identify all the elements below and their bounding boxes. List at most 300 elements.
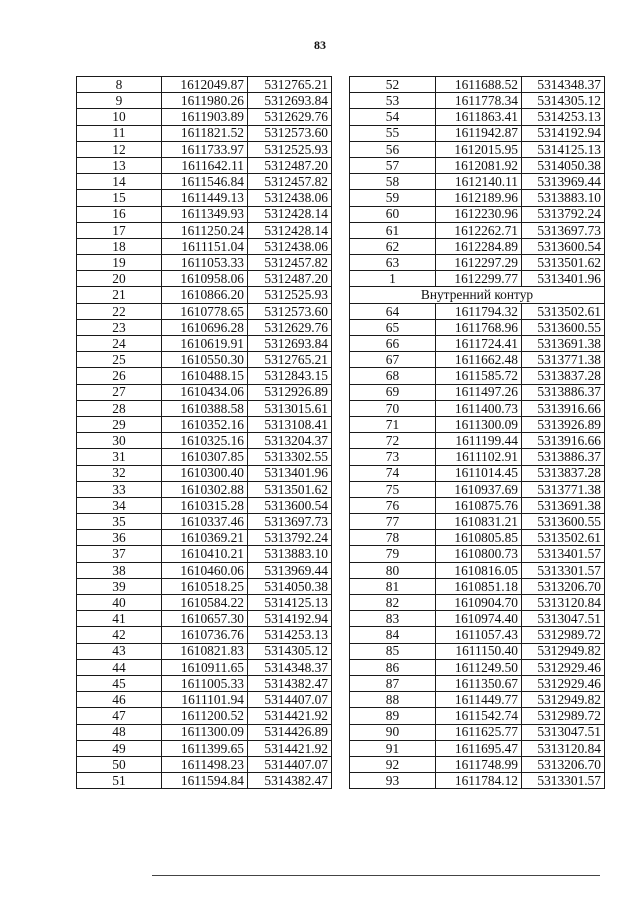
y-coordinate: 5313401.96 (248, 465, 332, 481)
point-number: 75 (350, 481, 436, 497)
table-row (77, 368, 332, 384)
y-coordinate: 5314426.89 (248, 724, 332, 740)
x-coordinate: 1610550.30 (162, 352, 248, 368)
x-coordinate: 1610875.76 (436, 497, 522, 513)
point-number: 68 (350, 368, 436, 384)
table-row (77, 125, 332, 141)
point-number: 16 (77, 206, 162, 222)
section-title-inner-contour: Внутренний контур (350, 287, 605, 303)
x-coordinate: 1611903.89 (162, 109, 248, 125)
y-coordinate: 5312487.20 (248, 271, 332, 287)
point-number: 66 (350, 336, 436, 352)
x-coordinate: 1610816.05 (436, 562, 522, 578)
point-number: 15 (77, 190, 162, 206)
point-number: 65 (350, 319, 436, 335)
table-row (77, 271, 332, 287)
point-number: 47 (77, 708, 162, 724)
point-number: 28 (77, 400, 162, 416)
y-coordinate: 5312629.76 (248, 109, 332, 125)
x-coordinate: 1611200.52 (162, 708, 248, 724)
y-coordinate: 5313792.24 (248, 530, 332, 546)
point-number: 70 (350, 400, 436, 416)
table-row (77, 384, 332, 400)
point-number: 26 (77, 368, 162, 384)
y-coordinate: 5314125.13 (248, 595, 332, 611)
y-coordinate: 5313401.57 (522, 546, 605, 562)
table-row (350, 449, 605, 465)
bottom-divider (152, 875, 600, 876)
table-row (350, 125, 605, 141)
x-coordinate: 1610300.40 (162, 465, 248, 481)
point-number: 18 (77, 238, 162, 254)
coordinates-table-left (76, 76, 332, 789)
y-coordinate: 5312487.20 (248, 157, 332, 173)
point-number: 89 (350, 708, 436, 724)
point-number: 48 (77, 724, 162, 740)
y-coordinate: 5312428.14 (248, 222, 332, 238)
point-number: 49 (77, 740, 162, 756)
table-row (350, 174, 605, 190)
y-coordinate: 5313771.38 (522, 481, 605, 497)
x-coordinate: 1610821.83 (162, 643, 248, 659)
y-coordinate: 5312573.60 (248, 125, 332, 141)
point-number: 86 (350, 659, 436, 675)
y-coordinate: 5314305.12 (522, 93, 605, 109)
x-coordinate: 1610800.73 (436, 546, 522, 562)
table-row (77, 416, 332, 432)
x-coordinate: 1611150.40 (436, 643, 522, 659)
table-row (350, 514, 605, 530)
y-coordinate: 5313886.37 (522, 384, 605, 400)
point-number: 90 (350, 724, 436, 740)
table-row (350, 659, 605, 675)
point-number: 76 (350, 497, 436, 513)
y-coordinate: 5312629.76 (248, 319, 332, 335)
table-row (77, 93, 332, 109)
section-header-group (350, 287, 605, 303)
table-row (77, 174, 332, 190)
x-coordinate: 1611498.23 (162, 756, 248, 772)
point-number: 92 (350, 756, 436, 772)
table-row (77, 287, 332, 303)
y-coordinate: 5313697.73 (248, 514, 332, 530)
table-row (77, 319, 332, 335)
table-row (350, 303, 605, 319)
y-coordinate: 5312765.21 (248, 77, 332, 93)
x-coordinate: 1610410.21 (162, 546, 248, 562)
x-coordinate: 1610657.30 (162, 611, 248, 627)
x-coordinate: 1612262.71 (436, 222, 522, 238)
point-number: 85 (350, 643, 436, 659)
point-number: 88 (350, 692, 436, 708)
point-number: 62 (350, 238, 436, 254)
x-coordinate: 1611642.11 (162, 157, 248, 173)
table-row (350, 77, 605, 93)
point-number: 40 (77, 595, 162, 611)
table-row (350, 627, 605, 643)
x-coordinate: 1610369.21 (162, 530, 248, 546)
y-coordinate: 5312693.84 (248, 93, 332, 109)
table-row (77, 627, 332, 643)
table-row (350, 611, 605, 627)
x-coordinate: 1611449.77 (436, 692, 522, 708)
x-coordinate: 1612015.95 (436, 141, 522, 157)
y-coordinate: 5314407.07 (248, 692, 332, 708)
table-row (77, 190, 332, 206)
point-number: 60 (350, 206, 436, 222)
point-number: 45 (77, 675, 162, 691)
x-coordinate: 1611724.41 (436, 336, 522, 352)
table-row (350, 546, 605, 562)
table-row (350, 562, 605, 578)
point-number: 53 (350, 93, 436, 109)
x-coordinate: 1610851.18 (436, 578, 522, 594)
x-coordinate: 1612049.87 (162, 77, 248, 93)
point-number: 84 (350, 627, 436, 643)
point-number: 79 (350, 546, 436, 562)
y-coordinate: 5314421.92 (248, 740, 332, 756)
table-row (350, 692, 605, 708)
x-coordinate: 1610866.20 (162, 287, 248, 303)
point-number: 33 (77, 481, 162, 497)
point-number: 56 (350, 141, 436, 157)
y-coordinate: 5312949.82 (522, 643, 605, 659)
table-row (77, 465, 332, 481)
table-row (350, 740, 605, 756)
x-coordinate: 1610831.21 (436, 514, 522, 530)
point-number: 59 (350, 190, 436, 206)
table-row (350, 481, 605, 497)
table-row (77, 659, 332, 675)
y-coordinate: 5313771.38 (522, 352, 605, 368)
point-number: 39 (77, 578, 162, 594)
point-number: 69 (350, 384, 436, 400)
x-coordinate: 1611014.45 (436, 465, 522, 481)
y-coordinate: 5313883.10 (522, 190, 605, 206)
table-row (77, 497, 332, 513)
y-coordinate: 5313401.96 (522, 271, 605, 287)
x-coordinate: 1611350.67 (436, 675, 522, 691)
x-coordinate: 1611863.41 (436, 109, 522, 125)
x-coordinate: 1610307.85 (162, 449, 248, 465)
table-row (77, 724, 332, 740)
table-row (350, 416, 605, 432)
x-coordinate: 1611980.26 (162, 93, 248, 109)
table-row (350, 141, 605, 157)
x-coordinate: 1610904.70 (436, 595, 522, 611)
point-number: 14 (77, 174, 162, 190)
table-row (77, 303, 332, 319)
point-number: 51 (77, 773, 162, 789)
y-coordinate: 5312929.46 (522, 659, 605, 675)
table-row (350, 206, 605, 222)
point-number: 1 (350, 271, 436, 287)
table-row (77, 675, 332, 691)
point-number: 35 (77, 514, 162, 530)
table-row (350, 595, 605, 611)
y-coordinate: 5313301.57 (522, 562, 605, 578)
table-row (77, 756, 332, 772)
point-number: 24 (77, 336, 162, 352)
point-number: 46 (77, 692, 162, 708)
y-coordinate: 5312989.72 (522, 627, 605, 643)
point-number: 32 (77, 465, 162, 481)
y-coordinate: 5313926.89 (522, 416, 605, 432)
y-coordinate: 5314253.13 (248, 627, 332, 643)
y-coordinate: 5313837.28 (522, 465, 605, 481)
y-coordinate: 5313501.62 (248, 481, 332, 497)
x-coordinate: 1611594.84 (162, 773, 248, 789)
table-row (77, 222, 332, 238)
y-coordinate: 5313047.51 (522, 611, 605, 627)
point-number: 36 (77, 530, 162, 546)
point-number: 37 (77, 546, 162, 562)
y-coordinate: 5313886.37 (522, 449, 605, 465)
table-row (350, 530, 605, 546)
x-coordinate: 1612230.96 (436, 206, 522, 222)
x-coordinate: 1611695.47 (436, 740, 522, 756)
table-row (77, 562, 332, 578)
y-coordinate: 5314192.94 (522, 125, 605, 141)
y-coordinate: 5312949.82 (522, 692, 605, 708)
point-number: 11 (77, 125, 162, 141)
point-number: 9 (77, 93, 162, 109)
point-number: 78 (350, 530, 436, 546)
table-row (350, 433, 605, 449)
x-coordinate: 1610337.46 (162, 514, 248, 530)
x-coordinate: 1611585.72 (436, 368, 522, 384)
y-coordinate: 5314050.38 (522, 157, 605, 173)
coordinates-table-left-body (77, 77, 332, 789)
x-coordinate: 1611399.65 (162, 740, 248, 756)
y-coordinate: 5313502.61 (522, 303, 605, 319)
x-coordinate: 1611249.50 (436, 659, 522, 675)
y-coordinate: 5314192.94 (248, 611, 332, 627)
y-coordinate: 5313792.24 (522, 206, 605, 222)
table-row (77, 595, 332, 611)
table-row (77, 530, 332, 546)
x-coordinate: 1610388.58 (162, 400, 248, 416)
y-coordinate: 5314421.92 (248, 708, 332, 724)
point-number: 23 (77, 319, 162, 335)
x-coordinate: 1611102.91 (436, 449, 522, 465)
y-coordinate: 5313600.54 (522, 238, 605, 254)
x-coordinate: 1610352.16 (162, 416, 248, 432)
point-number: 58 (350, 174, 436, 190)
table-row (77, 740, 332, 756)
point-number: 29 (77, 416, 162, 432)
y-coordinate: 5313916.66 (522, 433, 605, 449)
x-coordinate: 1611005.33 (162, 675, 248, 691)
y-coordinate: 5312765.21 (248, 352, 332, 368)
table-row (350, 93, 605, 109)
x-coordinate: 1610736.76 (162, 627, 248, 643)
y-coordinate: 5312457.82 (248, 255, 332, 271)
x-coordinate: 1611942.87 (436, 125, 522, 141)
table-row (77, 546, 332, 562)
y-coordinate: 5312989.72 (522, 708, 605, 724)
x-coordinate: 1611768.96 (436, 319, 522, 335)
y-coordinate: 5312457.82 (248, 174, 332, 190)
y-coordinate: 5313501.62 (522, 255, 605, 271)
x-coordinate: 1610584.22 (162, 595, 248, 611)
x-coordinate: 1611053.33 (162, 255, 248, 271)
point-number: 31 (77, 449, 162, 465)
point-number: 67 (350, 352, 436, 368)
point-number: 82 (350, 595, 436, 611)
point-number: 83 (350, 611, 436, 627)
table-row (77, 400, 332, 416)
table-row (77, 157, 332, 173)
point-number: 64 (350, 303, 436, 319)
y-coordinate: 5313120.84 (522, 595, 605, 611)
y-coordinate: 5314348.37 (522, 77, 605, 93)
table-row (350, 238, 605, 254)
table-row (77, 141, 332, 157)
y-coordinate: 5313301.57 (522, 773, 605, 789)
x-coordinate: 1610325.16 (162, 433, 248, 449)
table-row (77, 578, 332, 594)
x-coordinate: 1611151.04 (162, 238, 248, 254)
y-coordinate: 5312438.06 (248, 238, 332, 254)
inner-contour-rows (350, 303, 605, 789)
y-coordinate: 5314348.37 (248, 659, 332, 675)
point-number: 42 (77, 627, 162, 643)
x-coordinate: 1611101.94 (162, 692, 248, 708)
table-row (350, 157, 605, 173)
table-row (350, 319, 605, 335)
y-coordinate: 5313837.28 (522, 368, 605, 384)
y-coordinate: 5313969.44 (522, 174, 605, 190)
y-coordinate: 5313916.66 (522, 400, 605, 416)
point-number: 55 (350, 125, 436, 141)
x-coordinate: 1610302.88 (162, 481, 248, 497)
x-coordinate: 1610778.65 (162, 303, 248, 319)
y-coordinate: 5314050.38 (248, 578, 332, 594)
table-row (350, 271, 605, 287)
point-number: 25 (77, 352, 162, 368)
point-number: 72 (350, 433, 436, 449)
x-coordinate: 1611546.84 (162, 174, 248, 190)
point-number: 13 (77, 157, 162, 173)
x-coordinate: 1611300.09 (162, 724, 248, 740)
point-number: 87 (350, 675, 436, 691)
y-coordinate: 5312926.89 (248, 384, 332, 400)
x-coordinate: 1611199.44 (436, 433, 522, 449)
x-coordinate: 1611449.13 (162, 190, 248, 206)
x-coordinate: 1612081.92 (436, 157, 522, 173)
y-coordinate: 5313502.61 (522, 530, 605, 546)
table-row (350, 465, 605, 481)
point-number: 34 (77, 497, 162, 513)
table-row (77, 773, 332, 789)
y-coordinate: 5313302.55 (248, 449, 332, 465)
point-number: 93 (350, 773, 436, 789)
y-coordinate: 5313047.51 (522, 724, 605, 740)
y-coordinate: 5313600.55 (522, 514, 605, 530)
table-row (77, 449, 332, 465)
x-coordinate: 1612299.77 (436, 271, 522, 287)
y-coordinate: 5312693.84 (248, 336, 332, 352)
y-coordinate: 5313204.37 (248, 433, 332, 449)
table-row (77, 514, 332, 530)
x-coordinate: 1611250.24 (162, 222, 248, 238)
table-row (350, 222, 605, 238)
x-coordinate: 1611349.93 (162, 206, 248, 222)
table-row (77, 206, 332, 222)
point-number: 30 (77, 433, 162, 449)
table-row (77, 77, 332, 93)
x-coordinate: 1611542.74 (436, 708, 522, 724)
y-coordinate: 5312428.14 (248, 206, 332, 222)
y-coordinate: 5312573.60 (248, 303, 332, 319)
x-coordinate: 1611748.99 (436, 756, 522, 772)
table-row (77, 433, 332, 449)
table-row (350, 384, 605, 400)
x-coordinate: 1611733.97 (162, 141, 248, 157)
x-coordinate: 1610315.28 (162, 497, 248, 513)
y-coordinate: 5314125.13 (522, 141, 605, 157)
page-number: 83 (314, 38, 326, 52)
y-coordinate: 5314253.13 (522, 109, 605, 125)
point-number: 52 (350, 77, 436, 93)
y-coordinate: 5314382.47 (248, 675, 332, 691)
y-coordinate: 5313015.61 (248, 400, 332, 416)
y-coordinate: 5313883.10 (248, 546, 332, 562)
table-row (350, 756, 605, 772)
x-coordinate: 1611778.34 (436, 93, 522, 109)
table-row (350, 675, 605, 691)
y-coordinate: 5314305.12 (248, 643, 332, 659)
table-row (350, 578, 605, 594)
table-row (350, 368, 605, 384)
point-number: 41 (77, 611, 162, 627)
point-number: 80 (350, 562, 436, 578)
point-number: 10 (77, 109, 162, 125)
point-number: 63 (350, 255, 436, 271)
point-number: 27 (77, 384, 162, 400)
x-coordinate: 1611784.12 (436, 773, 522, 789)
table-row (77, 481, 332, 497)
table-row (350, 773, 605, 789)
table-row (77, 611, 332, 627)
table-row (77, 352, 332, 368)
x-coordinate: 1611821.52 (162, 125, 248, 141)
y-coordinate: 5313691.38 (522, 497, 605, 513)
y-coordinate: 5313969.44 (248, 562, 332, 578)
x-coordinate: 1610434.06 (162, 384, 248, 400)
y-coordinate: 5312438.06 (248, 190, 332, 206)
point-number: 21 (77, 287, 162, 303)
x-coordinate: 1610911.65 (162, 659, 248, 675)
y-coordinate: 5313206.70 (522, 756, 605, 772)
y-coordinate: 5313697.73 (522, 222, 605, 238)
point-number: 50 (77, 756, 162, 772)
x-coordinate: 1611662.48 (436, 352, 522, 368)
x-coordinate: 1611688.52 (436, 77, 522, 93)
table-row (350, 190, 605, 206)
x-coordinate: 1611625.77 (436, 724, 522, 740)
outer-contour-rows (350, 77, 605, 287)
x-coordinate: 1610619.91 (162, 336, 248, 352)
point-number: 71 (350, 416, 436, 432)
table-row (350, 109, 605, 125)
x-coordinate: 1612140.11 (436, 174, 522, 190)
table-row (350, 724, 605, 740)
x-coordinate: 1612284.89 (436, 238, 522, 254)
x-coordinate: 1610696.28 (162, 319, 248, 335)
y-coordinate: 5314382.47 (248, 773, 332, 789)
